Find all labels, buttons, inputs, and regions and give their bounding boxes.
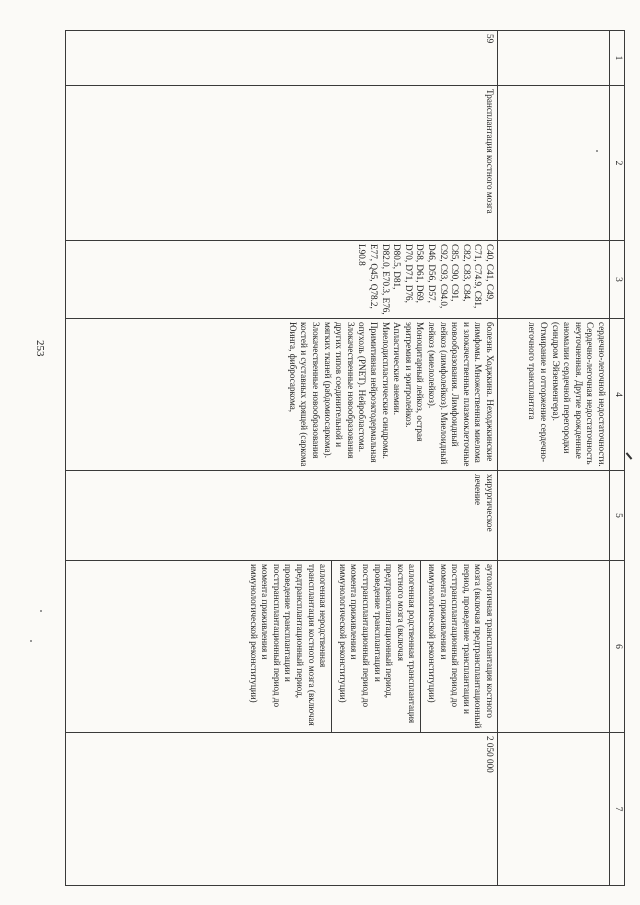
empty-cell — [498, 31, 610, 86]
continuation-row — [498, 31, 610, 886]
scan-speck — [30, 640, 32, 642]
column-number-row — [610, 31, 625, 886]
treatment-method: аллогенная неродственная трансплантация костного мозга (включая предтрансплантационный период, проведение трансплантации и посттрансплантационный период до момента приживления и иммунологической реконституции) — [247, 561, 332, 732]
treatment-methods-cell — [66, 561, 498, 733]
treatment-method: аллогенная родственная трансплантация костного мозга (включая предтрансплантационный период, проведение трансплантации и посттрансплантационный период до момента приживления и иммунологической реконституции) — [336, 561, 421, 732]
treatment-type-cell: хирургическое лечение — [66, 471, 498, 561]
empty-cell — [498, 241, 610, 319]
icd-codes-cell: C40, C41, C49, C71, C74.9, C81, C82, C83, C84, C85, C90, C91, C92, C93, C94.0, D46, D56, D57, D58, D61, D69, D70, D71, D76, D80.5, D81, D82.0, E70.3, E76, E77, Q45, Q78.2, L90.8 — [66, 241, 498, 319]
table-row — [66, 31, 498, 886]
cost-cell: 2 050 000 — [66, 733, 498, 886]
empty-cell — [498, 471, 610, 561]
column-number: 6 — [610, 561, 625, 733]
column-number: 2 — [610, 86, 625, 241]
empty-cell — [498, 86, 610, 241]
care-type-name-cell: Трансплантация костного мозга — [66, 86, 498, 241]
empty-cell — [498, 733, 610, 886]
column-number: 7 — [610, 733, 625, 886]
scan-speck — [40, 610, 42, 612]
continued-diagnosis-cell: сердечно-легочной недостаточности. Сердечно-легочная недостаточность неуточненная. Другие врожденные аномалии сердечной перегородки (синдром Эйзенменгера). Отмирание и отторжение сердечно-легочного трансплантата — [498, 319, 610, 471]
row-number-cell: 59 — [66, 31, 498, 86]
column-number: 3 — [610, 241, 625, 319]
scan-mark — [626, 452, 633, 459]
column-number: 5 — [610, 471, 625, 561]
page-number: 253 — [34, 340, 46, 357]
column-number: 1 — [610, 31, 625, 86]
treatment-method: аутологичная трансплантация костного мозга (включая предтрансплантационный период, проведение трансплантации и посттрансплантационный период до момента приживления и иммунологической реконституции) — [427, 564, 495, 729]
medical-care-table — [65, 30, 625, 886]
diagnosis-cell: болезнь Ходжкина. Неходжкинские лимфомы. Множественная миелома и злокачественные плазмоклеточные новообразования. Лимфоидный лейкоз (лимфолейкоз). Миелоидный лейкоз (миелолейкоз). Моноцитарный лейкоз, острая эритремия и эритролейкоз. Апластические анемии. Миелодиспластические синдромы. Примитивная нейроэктодермальная опухоль (PNET). Нейробластома. Злокачественные новообразования других типов соединительной и мягких тканей (рабдомиосаркома). Злокачественные новообразования костей и суставных хрящей (саркома Юинга, фибросаркома, — [66, 319, 498, 471]
table-rotated-container — [65, 30, 625, 885]
scan-speck — [596, 150, 598, 152]
column-number: 4 — [610, 319, 625, 471]
empty-cell — [498, 561, 610, 733]
